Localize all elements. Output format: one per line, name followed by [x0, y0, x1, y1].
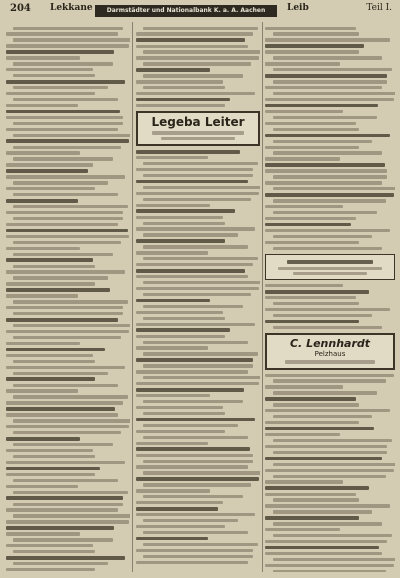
- directory-entry-line: [136, 227, 255, 230]
- directory-entry-line: [6, 110, 120, 114]
- directory-entry-line: [143, 293, 251, 296]
- directory-entry-line: [13, 146, 121, 149]
- directory-entry-line: [6, 199, 78, 203]
- directory-entry-line: [136, 561, 248, 564]
- directory-entry-line: [265, 62, 340, 65]
- directory-entry-line: [143, 62, 251, 65]
- directory-entry-line: [136, 335, 225, 338]
- directory-entry-line: [143, 424, 237, 427]
- directory-entry-line: [6, 235, 129, 238]
- directory-column-2: [136, 24, 260, 572]
- directory-entry-line: [13, 205, 127, 208]
- directory-entry-line: [273, 314, 372, 317]
- directory-entry-line: [143, 27, 257, 30]
- directory-entry-line: [136, 209, 235, 213]
- directory-entry-line: [136, 454, 253, 457]
- directory-entry-line: [136, 45, 248, 48]
- directory-entry-line: [6, 247, 80, 250]
- directory-entry-line: [13, 27, 122, 30]
- directory-entry-line: [6, 348, 105, 352]
- directory-entry-line: [6, 68, 93, 71]
- directory-entry-line: [273, 187, 395, 190]
- directory-entry-line: [6, 401, 123, 404]
- directory-entry-line: [265, 374, 394, 377]
- directory-entry-line: [136, 549, 253, 552]
- directory-entry-line: [6, 389, 78, 392]
- directory-entry-line: [6, 526, 114, 530]
- directory-entry-line: [136, 346, 208, 349]
- directory-entry-line: [6, 92, 95, 95]
- directory-entry-line: [136, 216, 223, 219]
- directory-entry-line: [136, 507, 218, 511]
- directory-entry-line: [6, 473, 95, 476]
- directory-entry-line: [13, 324, 130, 327]
- directory-entry-line: [136, 358, 253, 362]
- directory-entry-line: [265, 229, 390, 232]
- directory-entry-line: [265, 385, 343, 388]
- directory-entry-line: [273, 32, 359, 35]
- directory-entry-line: [136, 513, 255, 516]
- directory-entry-line: [265, 320, 359, 324]
- directory-entry-line: [136, 406, 223, 409]
- directory-entry-line: [143, 317, 225, 320]
- directory-column-3: [265, 24, 395, 572]
- directory-entry-line: [136, 275, 248, 278]
- directory-entry-line: [136, 323, 255, 326]
- directory-entry-line: [6, 229, 128, 233]
- directory-entry-line: [6, 223, 118, 226]
- directory-entry-line: [6, 116, 123, 119]
- directory-entry-line: [265, 546, 379, 550]
- directory-entry-line: [13, 241, 121, 244]
- directory-entry-line: [136, 168, 253, 171]
- directory-entry-line: [136, 38, 245, 42]
- directory-entry-line: [273, 510, 372, 513]
- directory-entry-line: [136, 370, 248, 373]
- directory-entry-line: [143, 222, 225, 225]
- directory-entry-line: [273, 391, 377, 394]
- directory-entry-line: [6, 496, 123, 500]
- directory-entry-line: [273, 463, 395, 466]
- directory-entry-line: [13, 372, 107, 375]
- directory-entry-line: [143, 471, 260, 474]
- directory-entry-line: [6, 80, 125, 84]
- directory-entry-line: [273, 128, 359, 131]
- directory-entry-line: [136, 98, 230, 102]
- directory-entry-line: [6, 288, 110, 292]
- directory-entry-line: [273, 56, 382, 59]
- directory-entry-line: [265, 163, 385, 167]
- directory-entry-line: [265, 134, 390, 138]
- directory-entry-line: [143, 531, 247, 534]
- directory-entry-line: [136, 382, 259, 385]
- directory-entry-line: [265, 44, 364, 48]
- directory-entry-line: [143, 198, 251, 201]
- directory-entry-line: [143, 74, 242, 77]
- directory-entry-line: [13, 336, 121, 339]
- directory-entry-line: [136, 150, 240, 154]
- directory-entry-line: [143, 495, 242, 498]
- directory-entry-line: [143, 162, 257, 165]
- page-header: [0, 3, 400, 19]
- directory-entry-line: [136, 447, 250, 451]
- directory-entry-line: [13, 503, 122, 506]
- directory-entry-line: [6, 508, 118, 511]
- directory-entry-line: [136, 537, 208, 541]
- directory-entry-line: [265, 157, 340, 160]
- directory-entry-line: [265, 409, 390, 412]
- directory-entry-line: [6, 169, 88, 173]
- directory-entry-line: [136, 156, 208, 159]
- lennhardt-ad-title: C. Lennhardt: [289, 337, 371, 351]
- lennhardt-ad: [265, 333, 395, 369]
- directory-entry-line: [6, 151, 80, 154]
- directory-entry-line: [143, 412, 225, 415]
- directory-entry-line: [6, 354, 93, 357]
- directory-entry-line: [13, 562, 107, 565]
- directory-column-1: [6, 24, 130, 572]
- directory-entry-line: [265, 193, 394, 197]
- directory-entry-line: [273, 302, 359, 305]
- part-label: Teil I.: [366, 3, 392, 13]
- column-divider: [132, 22, 133, 572]
- directory-entry-line: [6, 485, 78, 488]
- directory-entry-line: [273, 498, 359, 501]
- directory-entry-line: [13, 312, 122, 315]
- directory-entry-line: [273, 403, 359, 406]
- directory-entry-line: [265, 181, 382, 184]
- directory-entry-line: [13, 38, 130, 41]
- directory-entry-line: [143, 174, 252, 177]
- directory-entry-line: [136, 32, 253, 35]
- directory-entry-line: [13, 514, 130, 517]
- directory-entry-line: [136, 56, 259, 59]
- legeba-ad: [136, 111, 260, 146]
- directory-entry-line: [6, 294, 78, 297]
- directory-entry-line: [273, 415, 372, 418]
- directory-entry-line: [265, 284, 343, 287]
- directory-entry-line: [6, 407, 115, 411]
- directory-entry-line: [13, 157, 112, 160]
- directory-entry-line: [136, 104, 225, 107]
- directory-entry-line: [136, 287, 259, 290]
- directory-entry-line: [143, 376, 260, 379]
- directory-entry-line: [6, 449, 93, 452]
- directory-entry-line: [143, 543, 257, 546]
- directory-entry-line: [136, 388, 244, 392]
- directory-entry-line: [273, 68, 393, 71]
- directory-entry-line: [6, 306, 123, 309]
- directory-entry-line: [265, 38, 390, 41]
- directory-entry-line: [265, 469, 394, 472]
- directory-entry-line: [136, 442, 208, 445]
- directory-entry-line: [6, 187, 95, 190]
- directory-entry-line: [265, 74, 387, 78]
- directory-entry-line: [13, 193, 117, 196]
- directory-entry-line: [273, 92, 395, 95]
- directory-entry-line: [136, 430, 225, 433]
- directory-entry-line: [13, 276, 107, 279]
- directory-entry-line: [13, 86, 107, 89]
- directory-entry-line: [265, 146, 359, 149]
- directory-entry-line: [273, 247, 382, 250]
- left-keyword: Lekkane: [50, 3, 93, 13]
- directory-entry-line: [13, 491, 127, 494]
- directory-entry-line: [265, 241, 359, 244]
- directory-entry-line: [265, 421, 359, 424]
- right-keyword: Leib: [287, 3, 309, 13]
- directory-entry-line: [273, 140, 372, 143]
- directory-entry-line: [273, 151, 382, 154]
- directory-entry-line: [136, 180, 248, 184]
- directory-entry-line: [143, 483, 251, 486]
- directory-entry-line: [265, 540, 387, 543]
- directory-entry-line: [13, 360, 95, 363]
- directory-entry-line: [265, 205, 343, 208]
- directory-entry-line: [273, 199, 386, 202]
- directory-entry-line: [143, 555, 252, 558]
- directory-entry-line: [265, 457, 382, 461]
- bank-banner: Darmstädter und Nationalbank K. a. A. Aachen: [95, 5, 277, 17]
- directory-entry-line: [136, 80, 223, 83]
- directory-entry-line: [6, 467, 100, 471]
- directory-entry-line: [13, 181, 107, 184]
- directory-entry-line: [273, 570, 386, 572]
- directory-entry-line: [265, 290, 369, 294]
- directory-entry-line: [6, 556, 125, 560]
- directory-entry-line: [143, 352, 257, 355]
- directory-entry-line: [136, 311, 223, 314]
- directory-entry-line: [136, 68, 210, 72]
- directory-entry-line: [143, 186, 260, 189]
- directory-entry-line: [136, 477, 259, 481]
- directory-entry-line: [136, 489, 210, 492]
- directory-entry-line: [13, 253, 112, 256]
- directory-entry-line: [273, 80, 387, 83]
- directory-entry-line: [143, 257, 257, 260]
- directory-entry-line: [6, 532, 80, 535]
- directory-entry-line: [6, 56, 80, 59]
- directory-entry-line: [273, 326, 382, 329]
- directory-entry-line: [13, 455, 95, 458]
- directory-entry-line: [265, 493, 356, 496]
- directory-entry-line: [136, 204, 210, 207]
- directory-entry-line: [136, 328, 230, 332]
- directory-entry-line: [265, 445, 387, 448]
- directory-entry-line: [6, 425, 129, 428]
- directory-entry-line: [6, 366, 125, 369]
- directory-entry-line: [265, 486, 369, 490]
- directory-entry-line: [265, 516, 359, 520]
- directory-entry-line: [6, 461, 125, 464]
- directory-entry-line: [273, 116, 377, 119]
- directory-entry-line: [265, 27, 356, 30]
- directory-entry-line: [136, 239, 225, 243]
- directory-entry-line: [143, 233, 237, 236]
- directory-entry-line: [265, 223, 351, 227]
- directory-entry-line: [136, 192, 259, 195]
- directory-entry-line: [136, 394, 210, 397]
- directory-entry-line: [136, 418, 255, 422]
- directory-entry-line: [273, 211, 377, 214]
- directory-entry-line: [13, 431, 121, 434]
- directory-entry-line: [265, 564, 394, 567]
- directory-entry-line: [6, 139, 129, 143]
- directory-entry-line: [13, 265, 95, 268]
- directory-entry-line: [13, 384, 117, 387]
- directory-entry-line: [6, 163, 93, 166]
- directory-entry-line: [6, 318, 118, 322]
- directory-entry-line: [143, 86, 225, 89]
- directory-entry-line: [143, 305, 242, 308]
- directory-entry-line: [143, 341, 247, 344]
- directory-entry-line: [6, 520, 129, 523]
- directory-entry-line: [136, 92, 255, 95]
- directory-entry-line: [13, 395, 127, 398]
- directory-entry-line: [13, 538, 112, 541]
- directory-entry-line: [13, 550, 95, 553]
- directory-entry-line: [13, 62, 112, 65]
- directory-entry-line: [273, 439, 393, 442]
- directory-entry-line: [273, 522, 382, 525]
- lohnhardt-ad: [265, 254, 395, 280]
- directory-entry-line: [6, 437, 80, 441]
- directory-entry-line: [265, 217, 356, 220]
- directory-entry-line: [13, 217, 122, 220]
- directory-entry-line: [143, 50, 260, 53]
- directory-entry-line: [6, 44, 129, 47]
- directory-entry-line: [265, 104, 378, 108]
- directory-entry-line: [143, 245, 247, 248]
- directory-entry-line: [143, 436, 247, 439]
- directory-entry-line: [6, 104, 78, 107]
- directory-entry-line: [136, 299, 210, 303]
- directory-entry-line: [6, 330, 129, 333]
- directory-entry-line: [136, 251, 208, 254]
- directory-entry-line: [6, 211, 123, 214]
- directory-entry-line: [6, 544, 93, 547]
- directory-entry-line: [143, 460, 252, 463]
- directory-entry-line: [265, 504, 390, 507]
- directory-entry-line: [136, 263, 253, 266]
- directory-entry-line: [265, 86, 382, 89]
- directory-entry-line: [13, 479, 117, 482]
- directory-entry-line: [136, 269, 245, 273]
- legeba-ad-title: Legeba Leiter: [151, 115, 245, 130]
- directory-entry-line: [273, 379, 386, 382]
- directory-entry-line: [265, 433, 340, 436]
- directory-entry-line: [273, 475, 386, 478]
- directory-entry-line: [265, 397, 356, 401]
- directory-entry-line: [265, 308, 390, 311]
- directory-entry-line: [265, 427, 374, 431]
- directory-entry-line: [136, 525, 225, 528]
- directory-entry-line: [13, 74, 95, 77]
- directory-entry-line: [6, 282, 95, 285]
- directory-entry-line: [273, 534, 393, 537]
- directory-entry-line: [136, 501, 223, 504]
- directory-entry-line: [6, 50, 114, 54]
- directory-entry-line: [6, 377, 95, 381]
- directory-entry-line: [143, 364, 252, 367]
- directory-entry-line: [6, 342, 80, 345]
- directory-entry-line: [13, 419, 130, 422]
- directory-entry-line: [13, 122, 122, 125]
- directory-entry-line: [13, 98, 117, 101]
- directory-entry-line: [265, 122, 356, 125]
- directory-entry-line: [6, 32, 118, 35]
- directory-entry-line: [6, 413, 118, 416]
- directory-entry-line: [265, 480, 343, 483]
- directory-entry-line: [6, 568, 95, 571]
- directory-entry-line: [13, 443, 112, 446]
- directory-entry-line: [273, 235, 372, 238]
- page-number: 204: [10, 3, 31, 14]
- directory-entry-line: [273, 451, 387, 454]
- directory-entry-line: [143, 519, 237, 522]
- directory-entry-line: [273, 175, 387, 178]
- directory-entry-line: [265, 528, 340, 531]
- directory-entry-line: [6, 175, 125, 178]
- directory-entry-line: [143, 400, 242, 403]
- directory-entry-line: [265, 552, 382, 555]
- column-divider: [262, 22, 263, 572]
- lennhardt-ad-subtitle: Pelzhaus: [314, 350, 346, 359]
- directory-entry-line: [273, 558, 395, 561]
- directory-entry-line: [13, 300, 127, 303]
- directory-entry-line: [6, 128, 118, 131]
- directory-entry-line: [265, 50, 359, 53]
- directory-entry-line: [143, 281, 260, 284]
- directory-entry-line: [6, 258, 93, 262]
- directory-entry-line: [265, 98, 394, 101]
- directory-entry-line: [6, 270, 125, 273]
- directory-entry-line: [265, 169, 387, 172]
- directory-entry-line: [13, 134, 130, 137]
- directory-entry-line: [265, 296, 356, 299]
- directory-entry-line: [136, 465, 248, 468]
- directory-entry-line: [265, 110, 343, 113]
